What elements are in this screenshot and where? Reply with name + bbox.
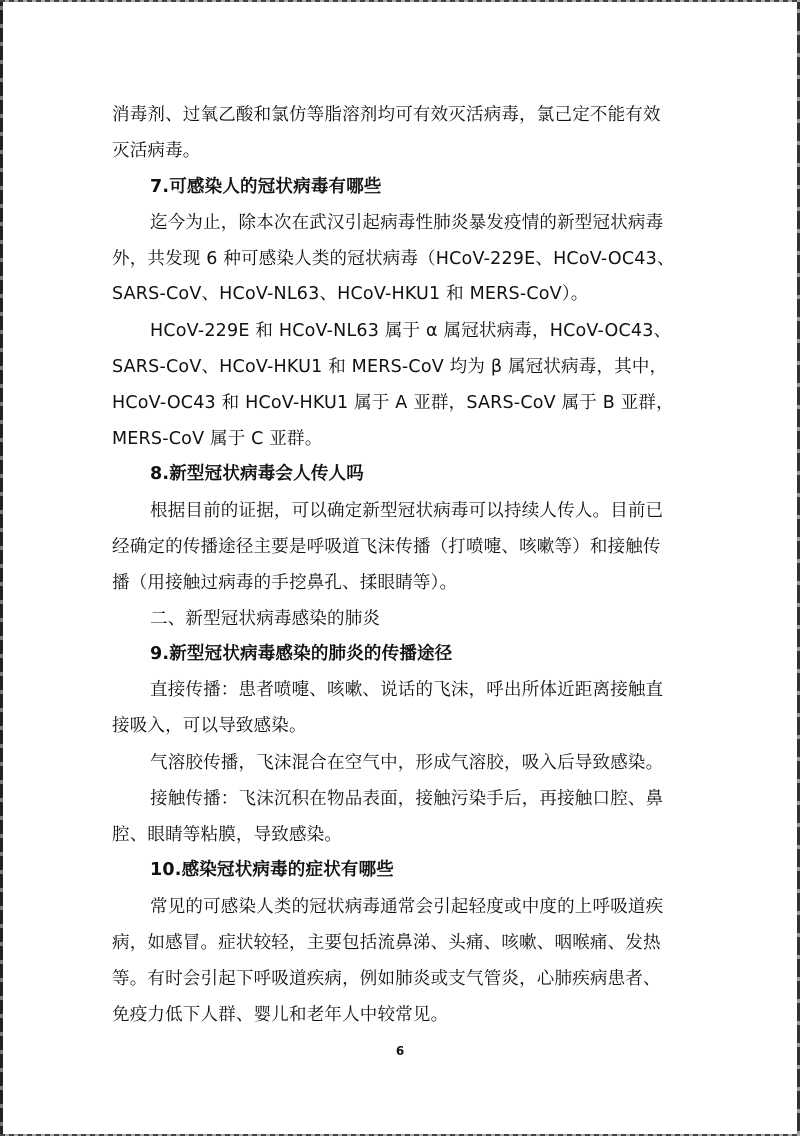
body-line: HCoV-OC43 和 HCoV-HKU1 属于 A 亚群，SARS-CoV 属于 B 亚群， [112, 393, 674, 413]
body-line: 病，如感冒。症状较轻，主要包括流鼻涕、头痛、咳嗽、咽喉痛、发热 [112, 933, 661, 953]
body-line: 消毒剂、过氧乙酸和氯仿等脂溶剂均可有效灭活病毒，氯己定不能有效 [112, 105, 661, 125]
body-line: 接吸入，可以导致感染。 [112, 716, 307, 736]
section-heading: 9.新型冠状病毒感染的肺炎的传播途径 [150, 644, 453, 664]
body-line: 播（用接触过病毒的手挖鼻孔、揉眼睛等）。 [112, 573, 458, 593]
body-line: 等。有时会引起下呼吸道疾病，例如肺炎或支气管炎，心肺疾病患者、 [112, 969, 661, 989]
body-line: 迄今为止，除本次在武汉引起病毒性肺炎暴发疫情的新型冠状病毒 [150, 213, 664, 233]
body-line: MERS-CoV 属于 C 亚群。 [112, 429, 323, 449]
body-line: HCoV-229E 和 HCoV-NL63 属于 α 属冠状病毒，HCoV-OC43、 [150, 321, 672, 341]
body-line: 外，共发现 6 种可感染人类的冠状病毒（HCoV-229E、HCoV-OC43、 [112, 249, 675, 269]
body-line: 常见的可感染人类的冠状病毒通常会引起轻度或中度的上呼吸道疾 [150, 897, 664, 917]
body-line: 腔、眼睛等粘膜，导致感染。 [112, 825, 343, 845]
section-heading: 7.可感染人的冠状病毒有哪些 [150, 177, 382, 197]
scan-edge-top [0, 0, 800, 2]
body-line: SARS-CoV、HCoV-HKU1 和 MERS-CoV 均为 β 属冠状病毒，其中， [112, 357, 668, 377]
chapter-heading: 二、新型冠状病毒感染的肺炎 [150, 609, 381, 629]
body-line: 直接传播：患者喷嚏、咳嗽、说话的飞沫，呼出所体近距离接触直 [150, 680, 664, 700]
body-line: 免疫力低下人群、婴儿和老年人中较常见。 [112, 1005, 449, 1025]
page-number: 6 [395, 1044, 405, 1058]
scan-edge-left [0, 0, 3, 1136]
body-line: 根据目前的证据，可以确定新型冠状病毒可以持续人传人。目前已 [150, 501, 664, 521]
body-line: 接触传播：飞沫沉积在物品表面，接触污染手后，再接触口腔、鼻 [150, 789, 664, 809]
body-line: SARS-CoV、HCoV-NL63、HCoV-HKU1 和 MERS-CoV）。 [112, 284, 589, 304]
body-line: 灭活病毒。 [112, 141, 201, 161]
body-line: 经确定的传播途径主要是呼吸道飞沫传播（打喷嚏、咳嗽等）和接触传 [112, 537, 661, 557]
body-line: 气溶胶传播，飞沫混合在空气中，形成气溶胶，吸入后导致感染。 [150, 753, 664, 773]
section-heading: 10.感染冠状病毒的症状有哪些 [150, 860, 395, 880]
section-heading: 8.新型冠状病毒会人传人吗 [150, 464, 364, 484]
